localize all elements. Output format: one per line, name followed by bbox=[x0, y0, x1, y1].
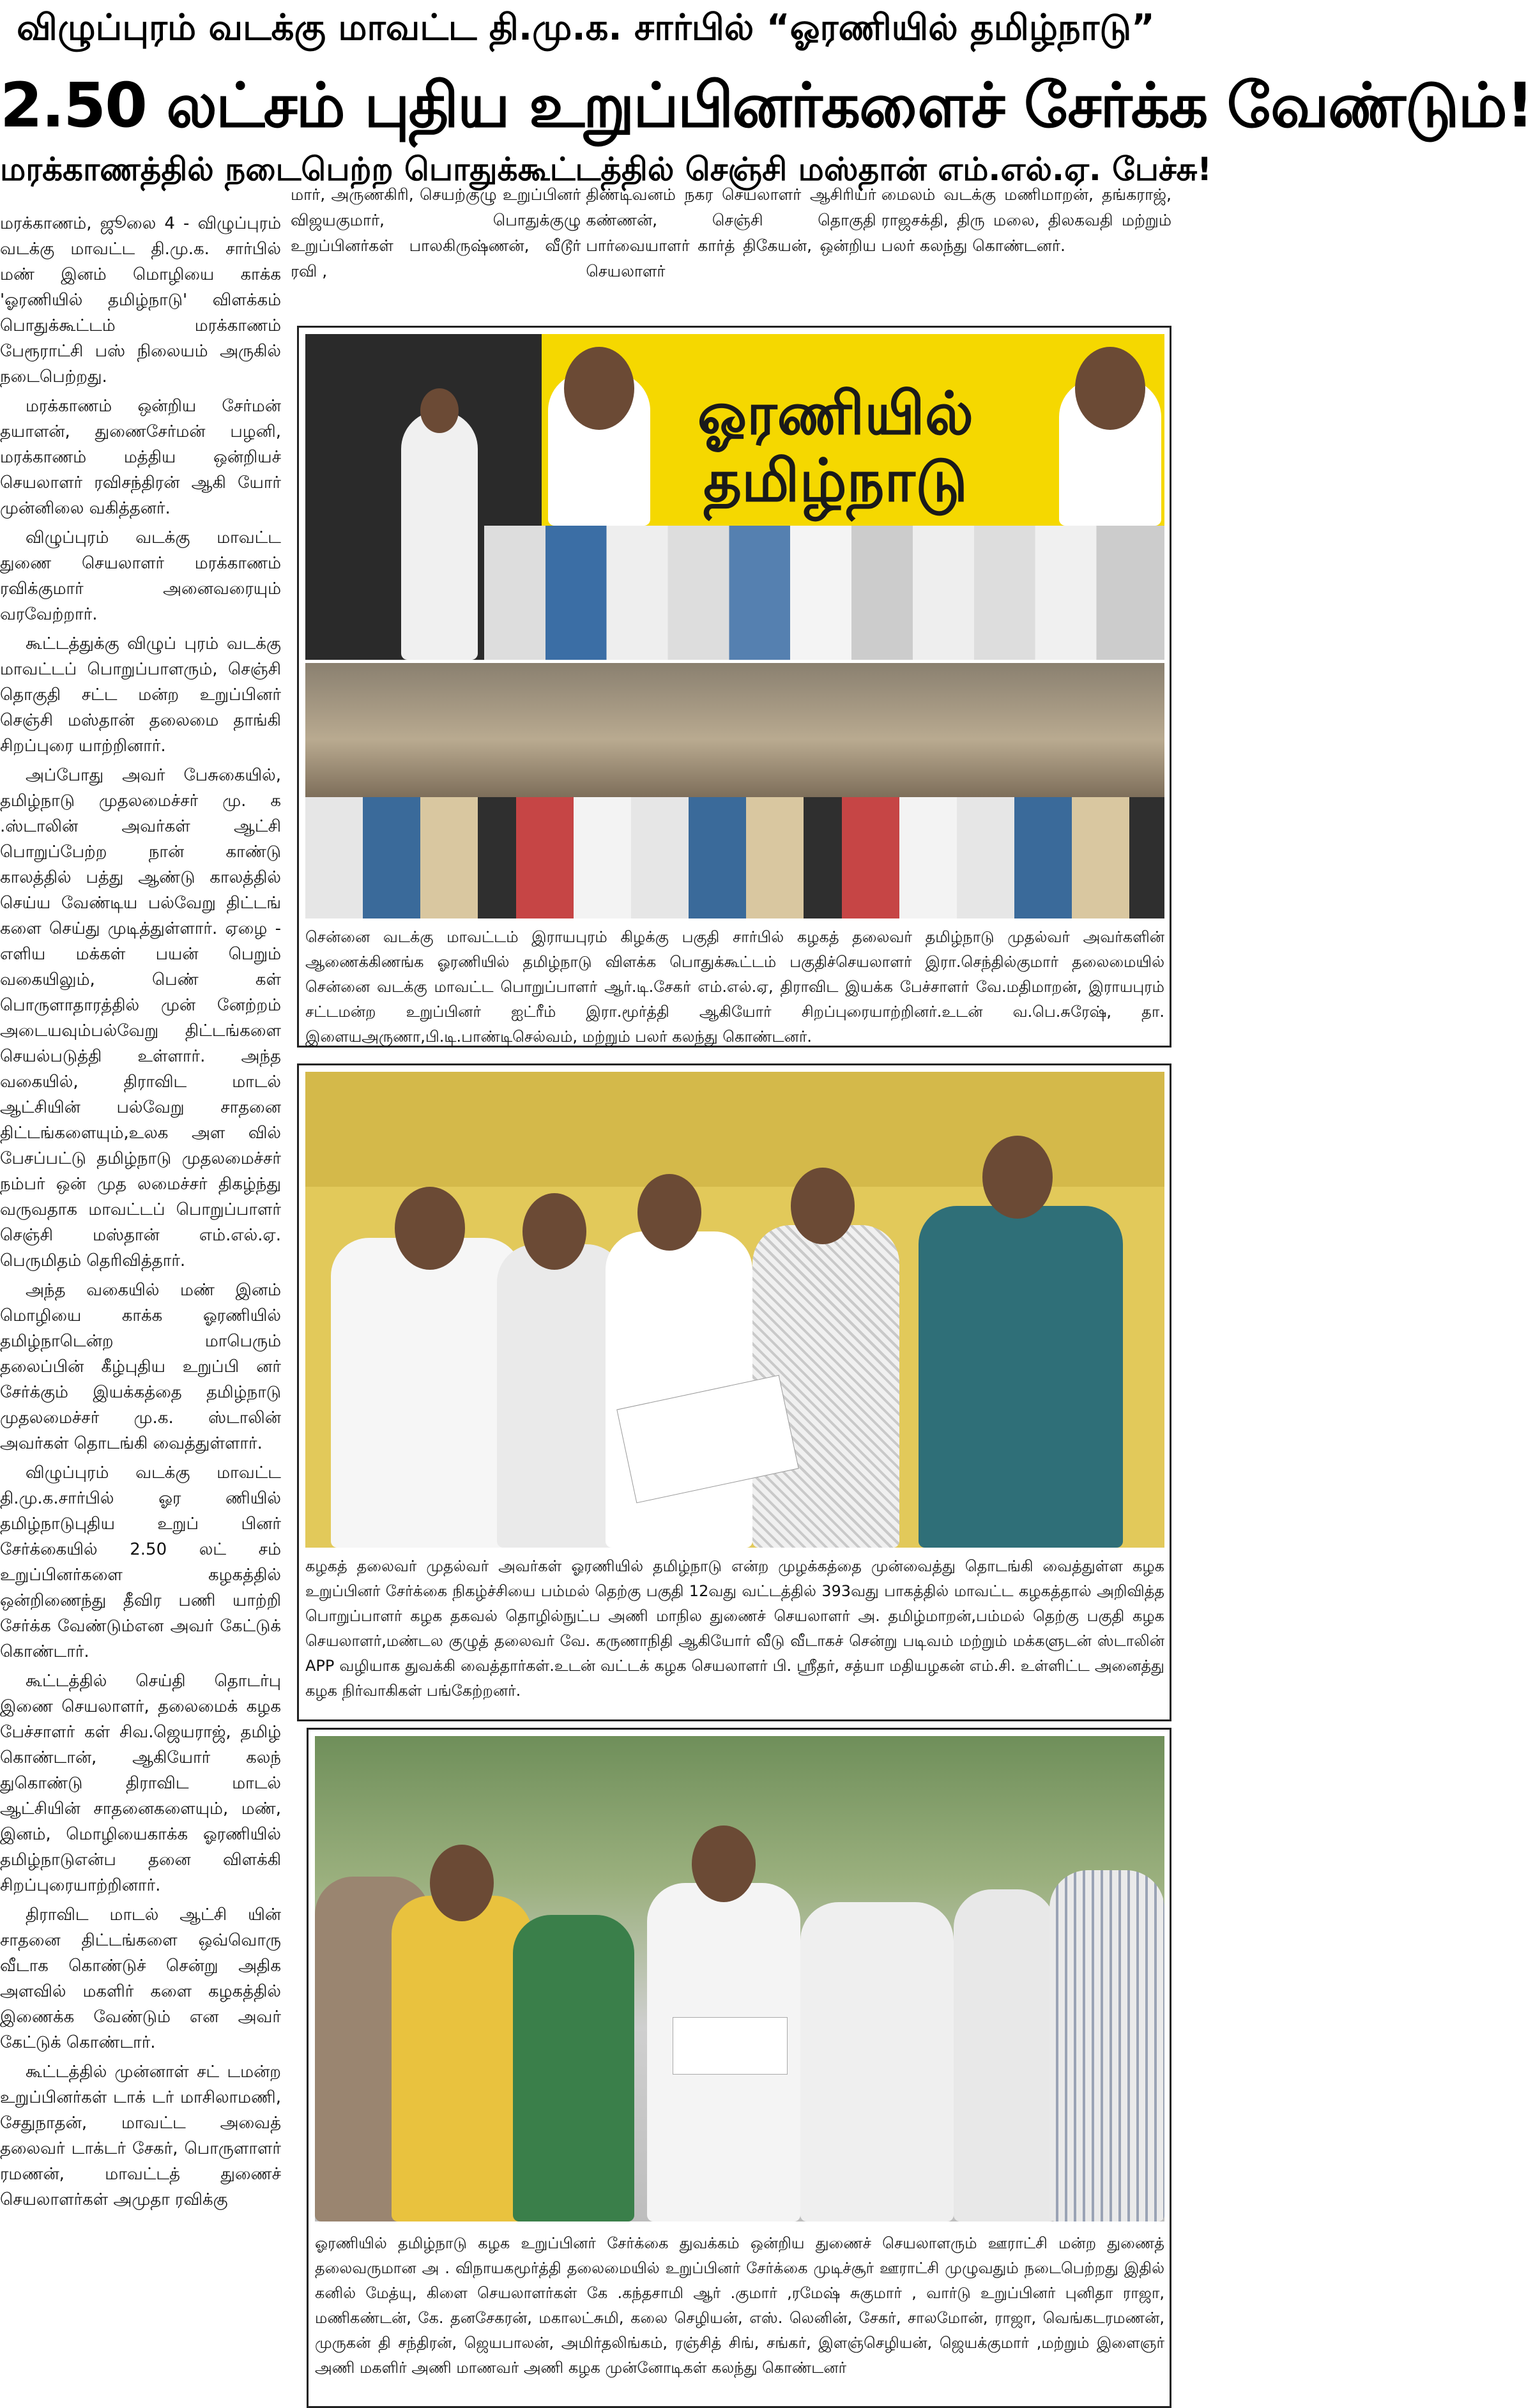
sub-headline: மரக்காணத்தில் நடைபெற்ற பொதுக்கூட்டத்தில் செஞ்சி மஸ்தான் எம்.எல்.ஏ. பேச்சு! bbox=[0, 151, 1212, 188]
article-paragraph: கூட்டத்தில் செய்தி தொடர்பு இணை செயலாளர், தலைமைக் கழக பேச்சாளர் கள் சிவ.ஜெயராஜ், தமிழ் கொண்டான், ஆகியோர் கலந் துகொண்டு திராவிட மாடல் ஆட்சியின் சாதனைகளையும், மண், இனம், மொழியைகாக்க ஓரணியில் தமிழ்நாடுஎன்ப தனை விளக்கி சிறப்புரையாற்றினார். bbox=[0, 1672, 281, 1895]
article-paragraph: கூட்டத்தில் முன்னாள் சட் டமன்ற உறுப்பினர்கள் டாக் டர் மாசிலாமணி, சேதுநாதன், மாவட்ட அவைத் தலைவர் டாக்டர் சேகர், பொருளாளர் ரமணன், மாவட்டத் துணைச் செயலாளர்கள் அமுதா ரவிக்கு bbox=[0, 2062, 281, 2209]
article-paragraph: அப்போது அவர் பேசுகையில், தமிழ்நாடு முதலமைச்சர் மு. க .ஸ்டாலின் அவர்கள் ஆட்சி பொறுப்பேற்ற நான் காண்டு காலத்தில் பத்து ஆண்டு காலத்தில் செய்ய வேண்டிய பல்வேறு திட்டங் களை செய்து முடித்துள்ளார். ஏழை - எளிய மக்கள் பயன் பெறும் வகையிலும், பெண் கள் பொருளாதாரத்தில் முன் னேற்றம் அடையவும்பல்வேறு திட்டங்களை செயல்படுத்தி உள்ளார். அந்த வகையில், திராவிட மாடல் ஆட்சியின் பல்வேறு சாதனை திட்டங்களையும்,உலக அள வில் பேசப்பட்டு தமிழ்நாடு முதலமைச்சர் நம்பர் ஒன் முத லமைச்சர் திகழ்ந்து வருவதாக மாவட்டப் பொறுப்பாளர் செஞ்சி மஸ்தான் எம்.எல்.ஏ. பெருமிதம் தெரிவித்தார். bbox=[0, 766, 281, 1270]
man-white-shirt-1 bbox=[331, 1238, 522, 1548]
banner-text-line2: தமிழ்நாடு bbox=[703, 446, 968, 515]
portrait-left-head bbox=[564, 347, 634, 430]
photo-membership-drive bbox=[305, 1072, 1164, 1548]
photo-box-meeting bbox=[297, 326, 1171, 1048]
article-paragraph: மரக்காணம், ஜூலை 4 - விழுப்புரம் வடக்கு மாவட்ட தி.மு.க. சார்பில் மண் இனம் மொழியை காக்க 'ஓரணியில் தமிழ்நாடு' விளக்கம் பொதுக்கூட்டம் மரக்காணம் பேரூராட்சி பஸ் நிலையம் அருகில் நடைபெற்றது. bbox=[0, 214, 281, 386]
article-column bbox=[0, 211, 281, 2408]
article-paragraph: விழுப்புரம் வடக்கு மாவட்ட தி.மு.க.சார்பில் ஓர ணியில் தமிழ்நாடுபுதிய உறுப் பினர் சேர்க்கையில் 2.50 லட் சம் உறுப்பினர்களை கழகத்தில் ஒன்றிணைந்து தீவிர பணி யாற்றி சேர்க்க வேண்டும்என அவர் கேட்டுக் கொண்டார். bbox=[0, 1463, 281, 1661]
photo-stage bbox=[305, 334, 1164, 660]
article-paragraph: மரக்காணம் ஒன்றிய சேர்மன் தயாளன், துணைசேர்மன் பழனி, மரக்காணம் மத்திய ஒன்றியச் செயலாளர் ரவிசந்திரன் ஆகி யோர் முன்னிலை வகித்தனர். bbox=[0, 397, 281, 518]
man-checked-right bbox=[1049, 1870, 1164, 2221]
woman-head bbox=[982, 1136, 1053, 1219]
photo2-caption: கழகத் தலைவர் முதல்வர் அவர்கள் ஓரணியில் தமிழ்நாடு என்ற முழக்கத்தை முன்வைத்து தொடங்கி வைத்துள்ள கழக உறுப்பினர் சேர்க்கை நிகழ்ச்சியை பம்மல் தெற்கு பகுதி 12வது வட்டத்தில் 393வது பாகத்தில் மாவட்ட கழகத்தால் அறிவித்த பொறுப்பாளர் கழக தகவல் தொழில்நுட்ப அணி மாநில துணைச் செயலாளர் அ. தமிழ்மாறன்,பம்மல் தெற்கு பகுதி கழக செயலாளர்,மண்டல குழுத் தலைவர் வே. கருணாநிதி ஆகியோர் வீடு வீடாகச் சென்று படிவம் மற்றும் மக்களுடன் ஸ்டாலின் APP வழியாக துவக்கி வைத்தார்கள்.உடன் வட்டக் கழக செயலாளர் பி. ஸ்ரீதர், சத்யா மதியழகன் எம்.சி. உள்ளிட்ட அனைத்து கழக நிர்வாகிகள் பங்கேற்றனர். bbox=[305, 1557, 1164, 1700]
audience-front bbox=[305, 797, 1164, 918]
top-column-1: மார், அருணகிரி, செயற்குழு உறுப்பினர் விஜயகுமார், பொதுக்குழு உறுப்பினர்கள் பாலகிருஷ்ணன், வீடூர் ரவி , bbox=[291, 185, 581, 280]
form-papers bbox=[673, 2017, 788, 2075]
man-1-head bbox=[395, 1187, 465, 1270]
photo-panchayat-drive bbox=[315, 1736, 1164, 2221]
portrait-right-head bbox=[1075, 347, 1145, 430]
photo3-caption: ஓரணியில் தமிழ்நாடு கழக உறுப்பினர் சேர்க்கை துவக்கம் ஒன்றிய துணைச் செயலாளரும் ஊராட்சி மன்ற துணைத் தலைவருமான அ . விநாயகமூர்த்தி தலைமையில் உறுப்பினர் சேர்க்கை முடிச்சூர் ஊராட்சி முழுவதும் நடைபெற்றது இதில் கனில் மேத்யு, கிளை செயலாளர்கள் கே .கந்தசாமி ஆர் .குமார் ,ரமேஷ் சுகுமார் , வார்டு உறுப்பினர் புனிதா ராஜா, மணிகண்டன், கே. தனசேகரன், மகாலட்சுமி, கலை செழியன், எஸ். லெனின், சேகர், சாலமோன், ராஜா, வெங்கடரமணன், முருகன் தி சந்திரன், ஜெயபாலன், அமிர்தலிங்கம், ரஞ்சித் சிங், சங்கர், இளஞ்செழியன், ஜெயக்குமார் ,மற்றும் இளைஞர் அணி மகளிர் அணி மாணவர் அணி கழக முன்னோடிகள் கலந்து கொண்டனர் bbox=[315, 2234, 1164, 2377]
photo-box-panchayat bbox=[307, 1728, 1171, 2408]
photo1-caption: சென்னை வடக்கு மாவட்டம் இராயபுரம் கிழக்கு பகுதி சார்பில் கழகத் தலைவர் தமிழ்நாடு முதல்வர் அவர்களின் ஆணைக்கிணங்க ஓரணியில் தமிழ்நாடு விளக்க பொதுக்கூட்டம் பகுதிச்செயலாளர் இரா.செந்தில்குமார் தலைமையில் சென்னை வடக்கு மாவட்ட பொறுப்பாளர் ஆர்.டி.சேகர் எம்.எல்.ஏ, திராவிட இயக்க பேச்சாளர் வே.மதிமாறன், இராயபுரம் சட்டமன்ற உறுப்பினர் ஐட்ரீம் இரா.மூர்த்தி ஆகியோர் சிறப்புரையாற்றினர்.உடன் வ.பெ.சுரேஷ், தா. இளையஅருணா,பி.டி.பாண்டிசெல்வம், மற்றும் பலர் கலந்து கொண்டனர். bbox=[305, 928, 1164, 1046]
main-headline: 2.50 லட்சம் புதிய உறுப்பினர்களைச் சேர்க்க வேண்டும்! bbox=[0, 70, 1533, 141]
woman-floral-dress bbox=[919, 1206, 1123, 1548]
top-text-columns bbox=[291, 182, 1171, 329]
yellow-shirt-head bbox=[430, 1845, 494, 1921]
top-column-3: மைலம் வடக்கு மணிமாறன், தங்கராஜ், ராஜசக்தி, திரு மலை, திலகவதி மற்றும் பலர் கலந்து கொண்டனர். bbox=[881, 185, 1171, 255]
article-paragraph: கூட்டத்துக்கு விழுப் புரம் வடக்கு மாவட்டப் பொறுப்பாளரும், செஞ்சி தொகுதி சட்ட மன்ற உறுப்பினர் செஞ்சி மஸ்தான் தலைமை தாங்கி சிறப்புரை யாற்றினார். bbox=[0, 634, 281, 756]
man-right-group bbox=[954, 1889, 1056, 2221]
photo-audience bbox=[305, 663, 1164, 918]
photo-box-membership bbox=[297, 1063, 1171, 1721]
article-paragraph: திராவிட மாடல் ஆட்சி யின் சாதனை திட்டங்களை ஒவ்வொரு வீடாக கொண்டுச் சென்று அதிக அளவில் மகளிர் களை கழகத்தில் இணைக்க வேண்டும் என அவர் கேட்டுக் கொண்டார். bbox=[0, 1905, 281, 2052]
man-3-head bbox=[637, 1174, 701, 1251]
speaker bbox=[401, 411, 478, 660]
man-2-head bbox=[522, 1193, 586, 1270]
center-man-head bbox=[692, 1825, 756, 1902]
man-white-right bbox=[800, 1902, 954, 2221]
man-4-head bbox=[791, 1168, 855, 1244]
woman-saree bbox=[513, 1915, 634, 2221]
article-paragraph: விழுப்புரம் வடக்கு மாவட்ட துணை செயலாளர் மரக்காணம் ரவிக்குமார் அனைவரையும் வரவேற்றார். bbox=[0, 528, 281, 624]
speaker-head bbox=[420, 388, 459, 433]
kicker-headline: விழுப்புரம் வடக்கு மாவட்ட தி.மு.க. சார்பில் “ஓரணியில் தமிழ்நாடு” bbox=[17, 7, 1155, 49]
top-column-2: திண்டிவனம் நகர செயலாளர் ஆசிரியர் கண்ணன், செஞ்சி தொகுதி பார்வையாளர் கார்த் திகேயன், ஒன்றிய செயலாளர் bbox=[586, 185, 876, 280]
man-yellow-shirt bbox=[392, 1896, 532, 2221]
banner-text-line1: ஓரணியில் bbox=[697, 379, 974, 448]
seated-row bbox=[484, 526, 1164, 660]
article-paragraph: அந்த வகையில் மண் இனம் மொழியை காக்க ஓரணியில் தமிழ்நாடென்ற மாபெரும் தலைப்பின் கீழ்புதிய உறுப்பி னர் சேர்க்கும் இயக்கத்தை தமிழ்நாடு முதலமைச்சர் மு.க. ஸ்டாலின் அவர்கள் தொடங்கி வைத்துள்ளார். bbox=[0, 1281, 281, 1453]
